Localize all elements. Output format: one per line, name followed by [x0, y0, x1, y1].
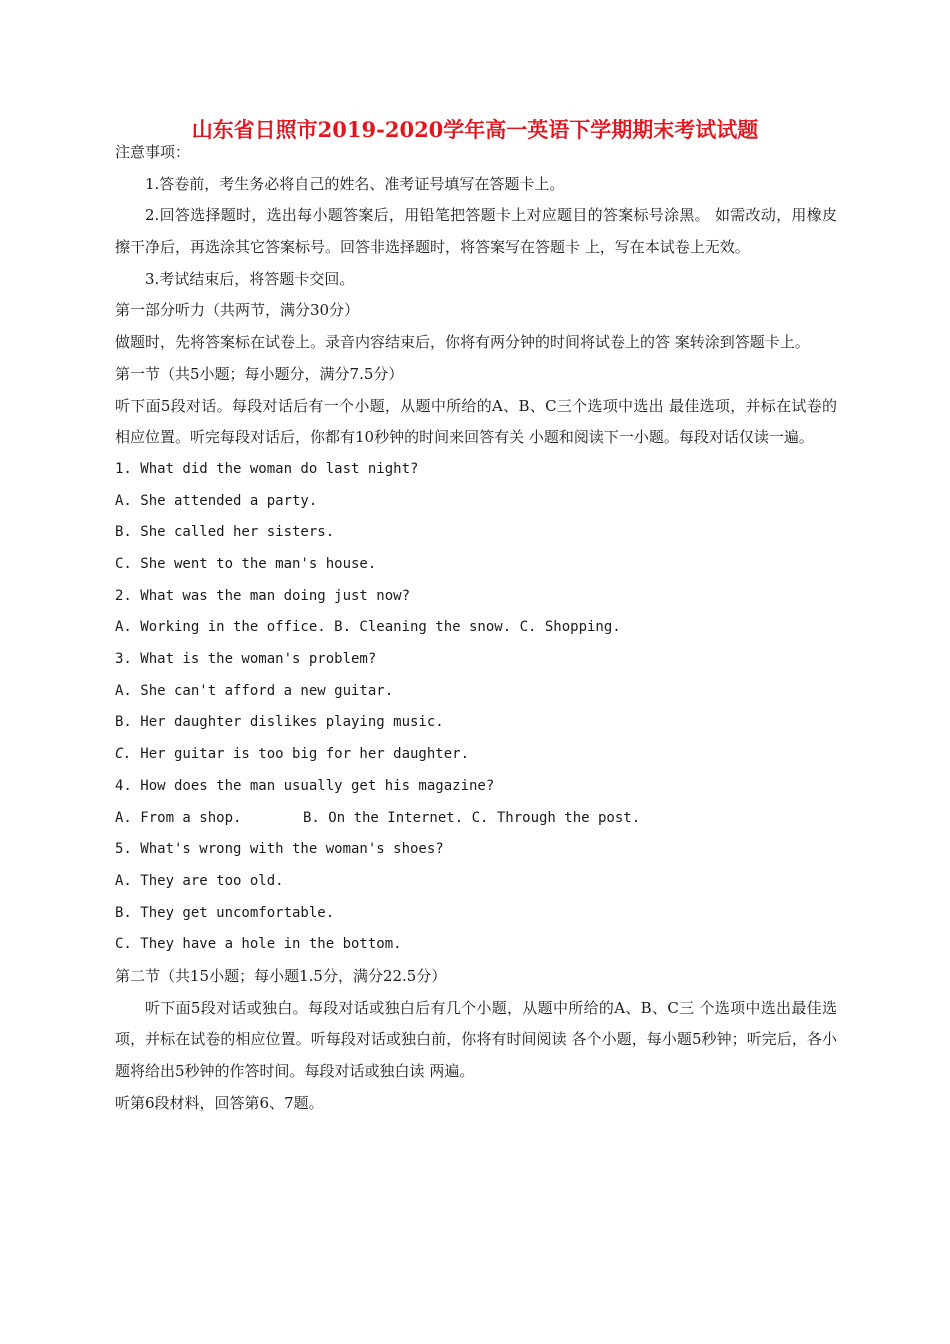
q3-option-b: B. Her daughter dislikes playing music.: [115, 714, 444, 731]
q3-option-c: [115, 739, 837, 771]
page-title: 山东省日照市2019-2020学年高一英语下学期期末考试试题: [191, 117, 759, 142]
question-3: 3. What is the woman's problem?: [115, 651, 377, 668]
part1-instruction: 做题时，先将答案标在试卷上。录音内容结束后，你将有两分钟的时间将试卷上的答 案转涂到答题卡上。: [115, 333, 810, 352]
part1-heading: 第一部分听力（共两节，满分30分）: [115, 301, 360, 320]
q3-option-c-text: Her guitar is too big for her daughter.: [131, 746, 470, 763]
q5-option-c: C. They have a hole in the bottom.: [115, 936, 402, 953]
notes-heading: 注意事项：: [115, 143, 191, 161]
q3-option-c-letter: C.: [115, 746, 132, 763]
q5-option-b: B. They get uncomfortable.: [115, 904, 335, 921]
note-item: 1.答卷前，考生务必将自己的姓名、准考证号填写在答题卡上。: [145, 174, 565, 193]
section2-material: 听第6段材料，回答第6、7题。: [115, 1093, 324, 1112]
exam-body: [115, 137, 837, 1119]
section1-instruction: 听下面5段对话。每段对话后有一个小题，从题中所给的A、B、C三个选项中选出 最佳选项，并标在试卷的相应位置。听完每段对话后，你都有10秒钟的时间来回答有关 小题和阅读下一小题。每段对话仅读一遍。: [115, 396, 837, 447]
q1-option-c: C. She went to the man's house.: [115, 556, 377, 573]
question-2: 2. What was the man doing just now?: [115, 587, 411, 604]
section1-heading: 第一节（共5小题；每小题分，满分7.5分）: [115, 364, 404, 383]
q4-option-bc: B. On the Internet. C. Through the post.: [303, 809, 641, 826]
note-item: 2.回答选择题时，选出每小题答案后，用铅笔把答题卡上对应题目的答案标号涂黑。 如需改动，用橡皮擦干净后，再选涂其它答案标号。回答非选择题时，将答案写在答题卡 上，写在本试卷上无效。: [115, 206, 837, 257]
q3-option-a: A. She can't afford a new guitar.: [115, 682, 394, 699]
section2-instruction: 听下面5段对话或独白。每段对话或独白后有几个小题，从题中所给的A、B、C三 个选项中选出最佳选项，并标在试卷的相应位置。听每段对话或独白前，你将有时间阅读 各个小题，每小题5秒钟；听完后，各小题将给出5秒钟的作答时间。每段对话或独白读 两遍。: [115, 998, 837, 1081]
q5-option-a: A. They are too old.: [115, 872, 284, 889]
question-1: 1. What did the woman do last night?: [115, 460, 419, 477]
q4-options: [115, 803, 837, 835]
q1-option-b: B. She called her sisters.: [115, 524, 335, 541]
section2-heading: 第二节（共15小题；每小题1.5分，满分22.5分）: [115, 966, 447, 985]
question-5: 5. What's wrong with the woman's shoes?: [115, 841, 444, 858]
q4-option-a: A. From a shop.: [115, 809, 242, 826]
note-item: 3.考试结束后，将答题卡交回。: [145, 269, 355, 288]
q2-options: A. Working in the office. B. Cleaning the snow. C. Shopping.: [115, 619, 621, 636]
q1-option-a: A. She attended a party.: [115, 492, 318, 509]
question-4: 4. How does the man usually get his magazine?: [115, 777, 495, 794]
